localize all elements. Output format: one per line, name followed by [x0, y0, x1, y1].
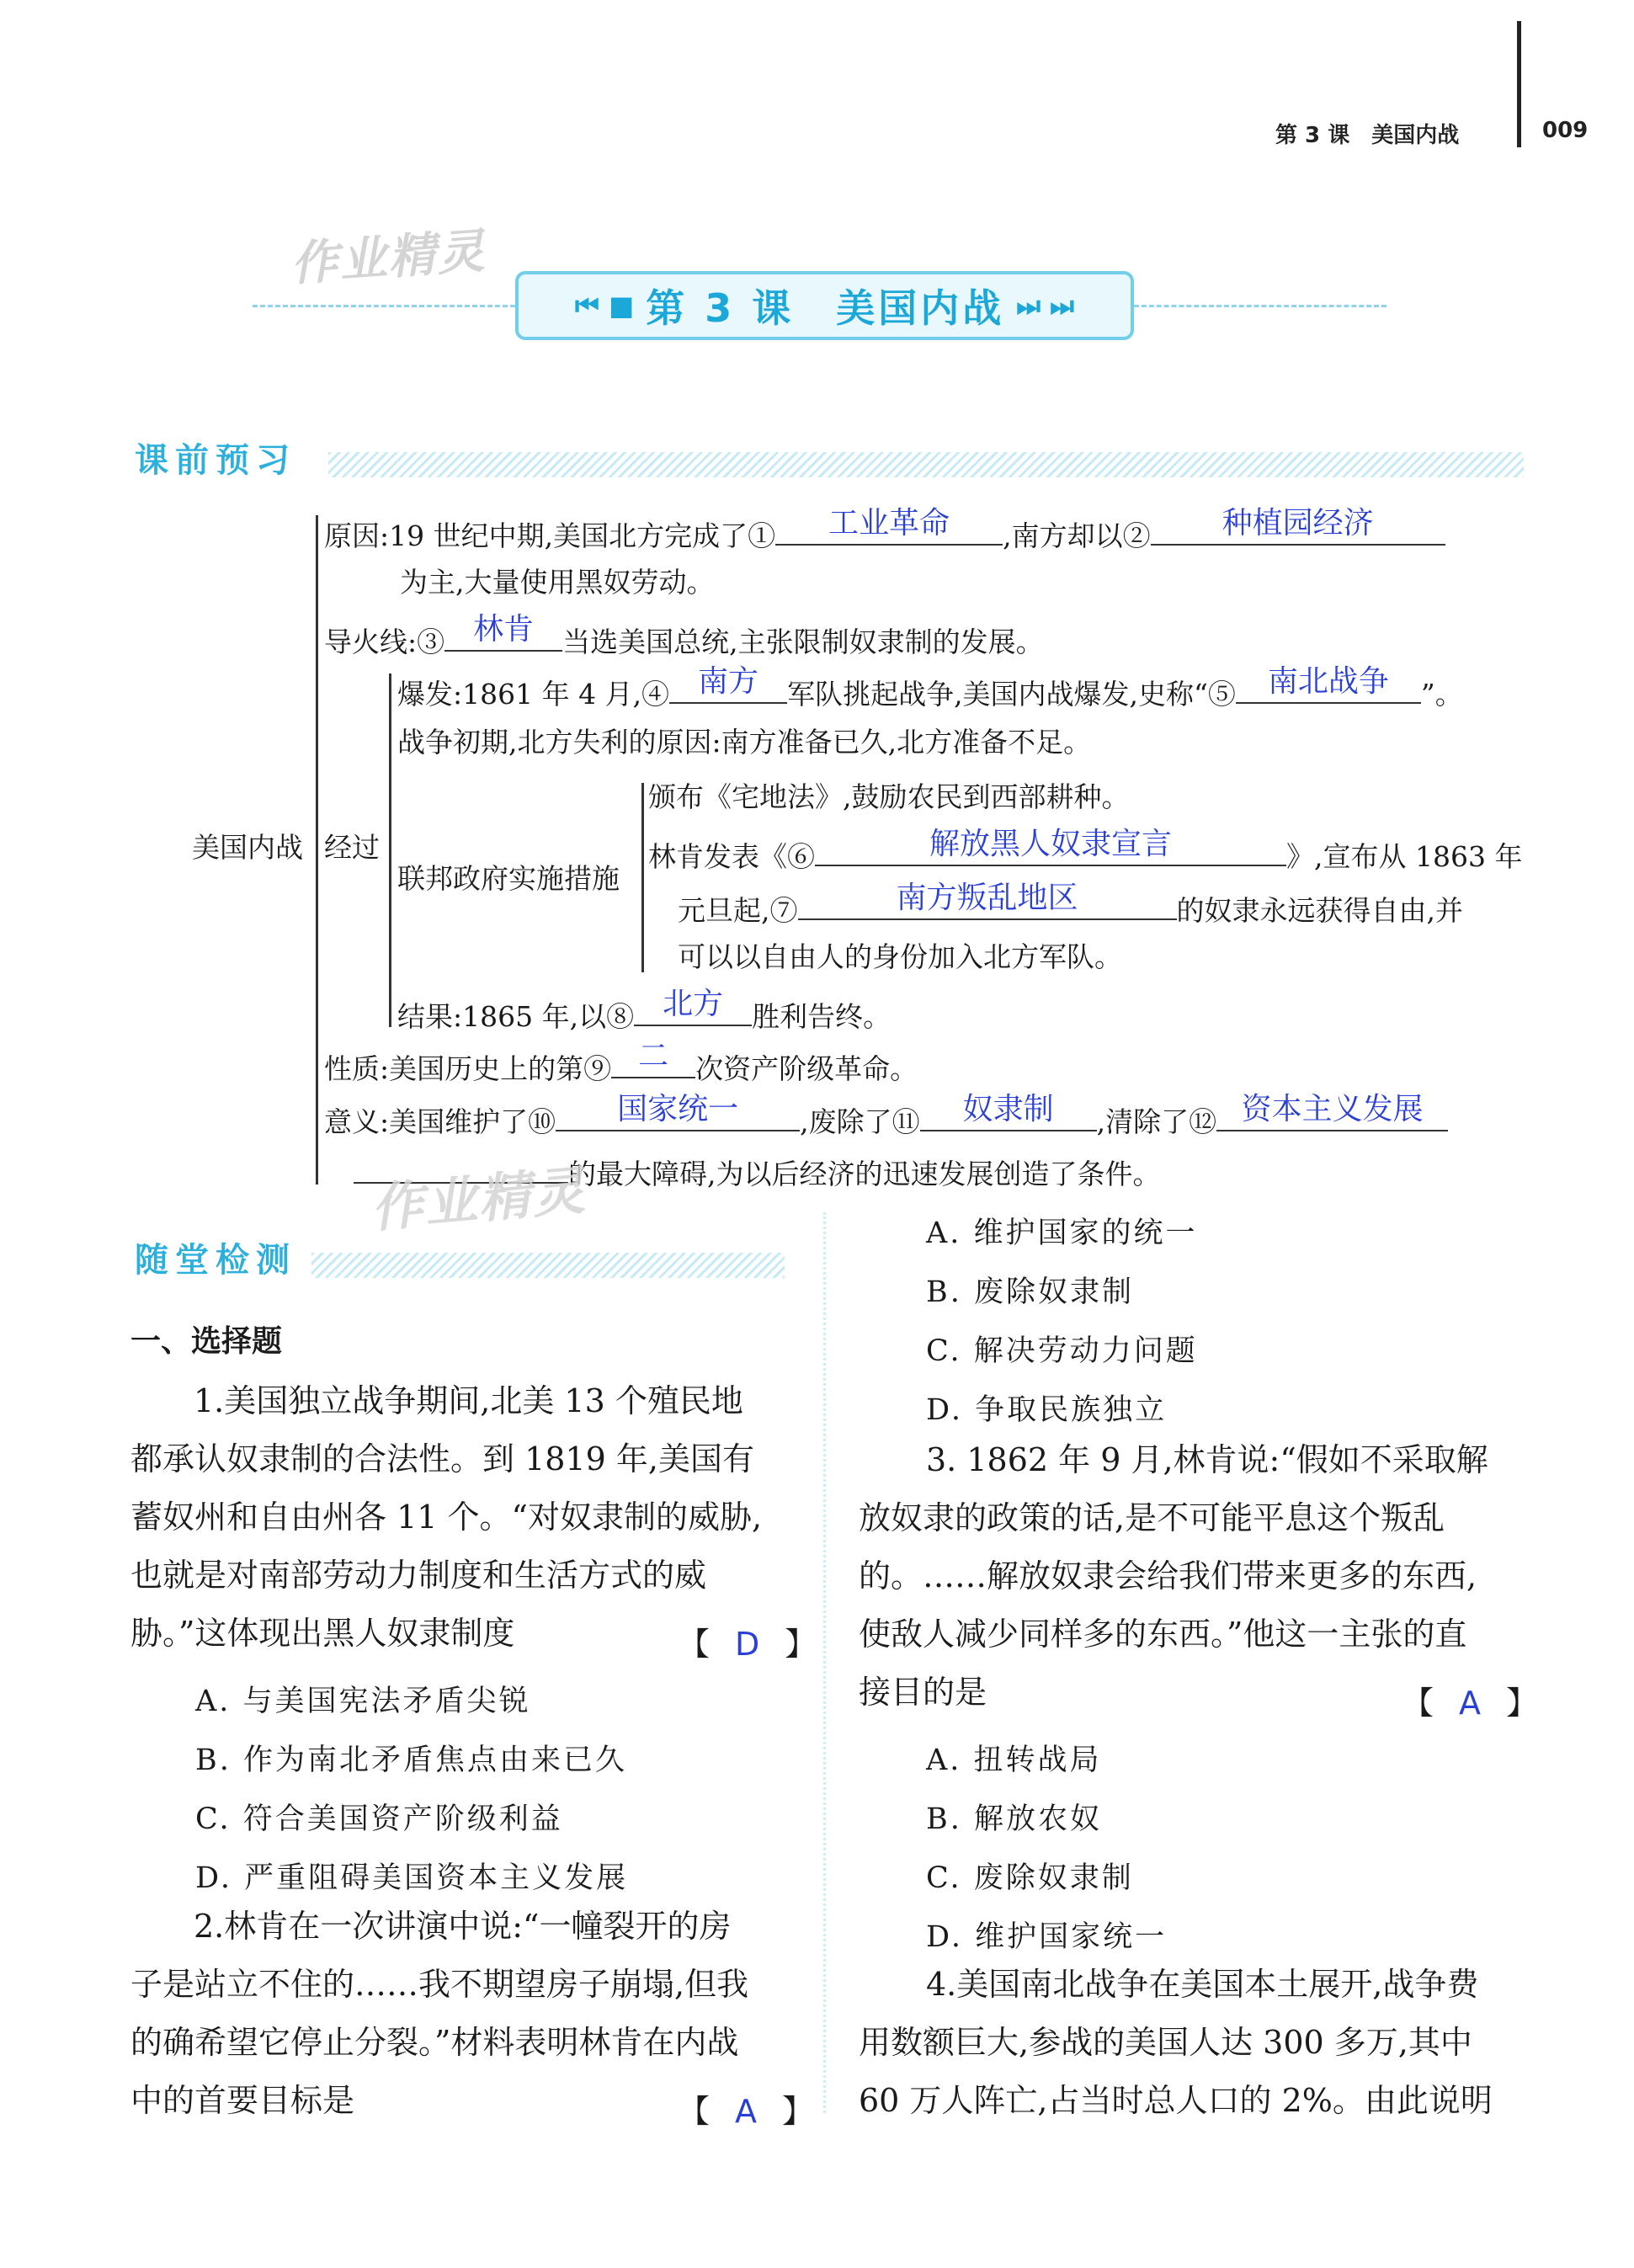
q3-line-3: 的。……解放奴隶会给我们带来更多的东西, — [859, 1557, 1477, 1595]
outbreak-line: 爆发:1861 年 4 月,④ 南方 军队挑起战争,美国内战爆发,史称“⑤ 南北战争 ”。 — [397, 664, 1463, 711]
blank-9: 二 — [611, 1048, 695, 1078]
blank-6: 解放黑人奴隶宣言 — [815, 836, 1286, 866]
q1-line-4: 也就是对南部劳动力制度和生活方式的威 — [130, 1557, 707, 1594]
q2-option-a: A. 维护国家的统一 — [926, 1217, 1198, 1250]
outline-measures-label: 联邦政府实施措施 — [397, 862, 620, 895]
outline-root: 美国内战 — [192, 831, 303, 864]
measure-4: 可以以自由人的身份加入北方军队。 — [678, 940, 1122, 973]
fuse-line: 导火线:③ 林肯 当选美国总统,主张限制奴隶制的发展。 — [324, 612, 1044, 658]
choice-subtitle: 一、选择题 — [130, 1324, 283, 1359]
banner-left-line — [253, 305, 515, 307]
running-header: 第 3 课 美国内战 — [1275, 123, 1460, 148]
banner-right-line — [1134, 305, 1387, 307]
outline-brace-process — [389, 673, 391, 1027]
blank-7: 南方叛乱地区 — [798, 890, 1177, 920]
meaning-line-2: 的最大障碍,为以后经济的迅速发展创造了条件。 — [354, 1153, 1161, 1188]
q2-answer: 【 A 】 — [678, 2093, 815, 2130]
skip-back-icon: ⏮ ■ — [575, 289, 635, 322]
cause-line: 原因:19 世纪中期,美国北方完成了① 工业革命 ,南方却以② 种植园经济 — [324, 515, 1445, 550]
section-check-title: 随堂检测 — [135, 1241, 296, 1280]
q4-line-1: 4.美国南北战争在美国本土展开,战争费 — [926, 1966, 1479, 2003]
blank-4: 南方 — [669, 673, 787, 704]
outline-process-label: 经过 — [324, 831, 380, 864]
section-hatch — [328, 452, 1524, 477]
q3-answer: 【 A 】 — [1402, 1685, 1539, 1722]
q1-line-1: 1.美国独立战争期间,北美 13 个殖民地 — [194, 1382, 743, 1419]
early-war-line: 战争初期,北方失利的原因:南方准备已久,北方准备不足。 — [397, 726, 1092, 759]
outline-brace-main — [316, 515, 318, 1185]
lesson-banner — [515, 271, 1134, 340]
nature-line: 性质:美国历史上的第⑨ 二 次资产阶级革命。 — [324, 1039, 918, 1085]
measure-2: 林肯发表《⑥ 解放黑人奴隶宣言 》,宣布从 1863 年 — [648, 827, 1523, 873]
measure-3: 元旦起,⑦ 南方叛乱地区 的奴隶永远获得自由,并 — [678, 881, 1463, 927]
q3-line-2: 放奴隶的政策的话,是不可能平息这个叛乱 — [859, 1499, 1445, 1536]
q3-option-c: C. 废除奴隶制 — [926, 1861, 1134, 1895]
q3-option-b: B. 解放农奴 — [926, 1802, 1102, 1836]
section-preview-title: 课前预习 — [135, 441, 296, 480]
blank-3: 林肯 — [444, 621, 562, 652]
blank-12: 资本主义发展 — [1216, 1101, 1448, 1131]
q2-line-3: 的确希望它停止分裂。”材料表明林肯在内战 — [130, 2024, 739, 2061]
q2-line-1: 2.林肯在一次讲演中说:“一幢裂开的房 — [194, 1908, 732, 1945]
q3-option-a: A. 扭转战局 — [926, 1744, 1102, 1777]
q3-line-1: 3. 1862 年 9 月,林肯说:“假如不采取解 — [926, 1441, 1488, 1478]
watermark-logo: 作业精灵 — [289, 223, 488, 293]
column-divider — [823, 1212, 826, 2113]
header-divider — [1517, 21, 1521, 147]
q1-line-3: 蓄奴州和自由州各 11 个。“对奴隶制的威胁, — [130, 1499, 763, 1536]
blank-8: 北方 — [634, 996, 752, 1026]
meaning-line: 意义:美国维护了⑩ 国家统一 ,废除了⑪ 奴隶制 ,清除了⑫ 资本主义发展 — [324, 1101, 1448, 1136]
q2-line-2: 子是站立不住的……我不期望房子崩塌,但我 — [130, 1966, 749, 2003]
q4-line-2: 用数额巨大,参战的美国人达 300 多万,其中 — [859, 2024, 1472, 2061]
blank-5: 南北战争 — [1236, 673, 1421, 704]
banner-title: 第 3 课 美国内战 — [646, 285, 1005, 331]
q1-option-c: C. 符合美国资产阶级利益 — [195, 1802, 563, 1836]
q1-line-5: 胁。”这体现出黑人奴隶制度 — [130, 1615, 515, 1652]
section-hatch-2 — [311, 1253, 785, 1278]
blank-1: 工业革命 — [775, 515, 1003, 546]
blank-10: 国家统一 — [556, 1101, 800, 1131]
outline-brace-measures — [641, 783, 644, 972]
watermark-logo-2: 作业精灵 — [368, 1158, 589, 1239]
q3-option-d: D. 维护国家统一 — [926, 1920, 1168, 1954]
result-line: 结果:1865 年,以⑧ 北方 胜利告终。 — [397, 987, 892, 1033]
measure-1: 颁布《宅地法》,鼓励农民到西部耕种。 — [648, 780, 1130, 813]
skip-forward-icon: ⏭ ⏭ — [1016, 289, 1074, 322]
page-number: 009 — [1542, 118, 1589, 143]
q1-line-2: 都承认奴隶制的合法性。到 1819 年,美国有 — [130, 1440, 754, 1477]
q1-answer: 【 D 】 — [678, 1626, 817, 1663]
q1-option-d: D. 严重阻碍美国资本主义发展 — [195, 1861, 629, 1895]
q2-option-d: D. 争取民族独立 — [926, 1393, 1168, 1427]
q4-line-3: 60 万人阵亡,占当时总人口的 2%。由此说明 — [859, 2082, 1493, 2119]
blank-2: 种植园经济 — [1151, 515, 1445, 546]
q2-option-b: B. 废除奴隶制 — [926, 1275, 1134, 1309]
q3-line-5: 接目的是 — [859, 1674, 987, 1711]
q3-line-4: 使敌人减少同样多的东西。”他这一主张的直 — [859, 1616, 1467, 1653]
blank-11: 奴隶制 — [920, 1101, 1097, 1131]
q2-line-4: 中的首要目标是 — [130, 2082, 355, 2119]
q2-option-c: C. 解决劳动力问题 — [926, 1334, 1198, 1368]
q1-option-a: A. 与美国宪法矛盾尖锐 — [195, 1685, 531, 1718]
cause-line-2: 为主,大量使用黑奴劳动。 — [400, 566, 715, 599]
q1-option-b: B. 作为南北矛盾焦点由来已久 — [195, 1744, 627, 1777]
